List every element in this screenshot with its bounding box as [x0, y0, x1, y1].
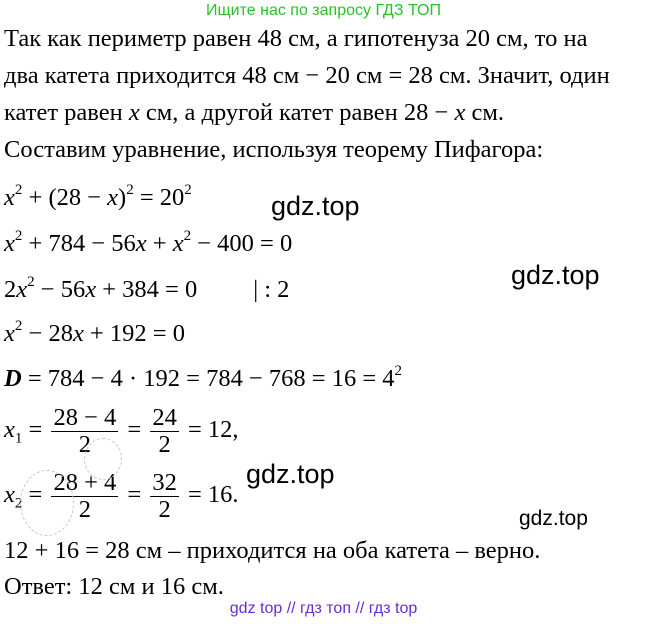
text-line-3-part-b: см, а другой катет равен 28 − — [139, 99, 455, 126]
eq-text: = 784 − 4 · 192 = 784 − 768 = 16 = 4 — [21, 365, 395, 392]
eq-text: 2 — [4, 276, 17, 303]
ghost-circle — [20, 470, 74, 536]
var-x: x — [4, 415, 15, 443]
exponent: 2 — [27, 273, 35, 290]
denominator: 2 — [158, 430, 171, 458]
bottom-banner[interactable]: gdz top // гдз топ // гдз top — [229, 600, 418, 617]
eq-sign: = — [121, 480, 148, 508]
watermark: gdz.top — [519, 507, 588, 530]
numerator: 32 — [152, 469, 177, 496]
eq-sign: = — [22, 480, 49, 508]
eq-text: ) — [118, 184, 127, 211]
exponent: 2 — [14, 181, 23, 198]
eq-tail: = 16. — [181, 480, 239, 508]
answer-check-line: 12 + 16 = 28 см – приходится на оба катета – верно. — [4, 537, 541, 564]
watermark: gdz.top — [271, 191, 360, 221]
eq-tail: = 12, — [181, 415, 239, 443]
eq-text: = 20 — [133, 184, 185, 211]
equation-2 — [4, 227, 293, 257]
numerator: 28 − 4 — [53, 404, 117, 431]
var-x: x — [72, 320, 84, 347]
eq-text: + 384 = 0 — [96, 276, 198, 303]
fraction — [150, 405, 179, 457]
var-x: x — [4, 480, 15, 508]
eq-text: + 192 = 0 — [83, 320, 185, 347]
exponent: 2 — [14, 317, 23, 334]
ghost-circle — [84, 438, 122, 480]
root-x1-line — [4, 405, 239, 457]
eq-text: + 784 − 56 — [22, 230, 136, 257]
eq-text: − 28 — [22, 320, 73, 347]
eq-text: − 56 — [34, 276, 86, 303]
top-banner[interactable]: Ищите нас по запросу ГДЗ ТОП — [206, 2, 441, 19]
subscript: 2 — [14, 495, 23, 512]
exponent: 2 — [184, 181, 192, 198]
equation-1 — [4, 181, 192, 211]
numerator: 24 — [152, 404, 177, 431]
denominator: 2 — [158, 495, 171, 523]
watermark: gdz.top — [246, 459, 335, 489]
text-line-3-part-a: катет равен — [4, 99, 129, 126]
eq-text: + — [146, 230, 173, 257]
numerator: 28 + 4 — [53, 469, 117, 496]
eq-text: + (28 − — [22, 184, 108, 211]
subscript: 1 — [14, 430, 23, 447]
text-line-1: Так как периметр равен 48 см, а гипотенуза 20 см, то на — [4, 25, 588, 52]
text-line-3 — [4, 101, 504, 126]
var-x: x — [4, 184, 15, 211]
exponent: 2 — [394, 362, 403, 379]
eq-sign: = — [121, 415, 148, 443]
fraction — [150, 470, 179, 522]
var-x: x — [135, 230, 147, 257]
denominator: 2 — [78, 495, 91, 523]
equation-3 — [4, 273, 290, 303]
exponent: 2 — [14, 227, 23, 244]
var-x: x — [128, 99, 140, 126]
exponent: 2 — [126, 181, 134, 198]
divide-note: | : 2 — [253, 276, 290, 303]
var-x: x — [85, 276, 97, 303]
exponent: 2 — [183, 227, 192, 244]
equation-4 — [4, 317, 185, 347]
var-x: x — [4, 230, 15, 257]
eq-text: − 400 = 0 — [191, 230, 293, 257]
text-line-2: два катета приходится 48 см − 20 см = 28 см. Значит, один — [4, 62, 610, 89]
var-x: x — [107, 184, 119, 211]
discriminant-line — [4, 362, 403, 392]
var-x: x — [16, 276, 28, 303]
var-x: x — [172, 230, 184, 257]
watermark: gdz.top — [511, 260, 600, 290]
var-x: x — [454, 99, 466, 126]
eq-sign: = — [22, 415, 49, 443]
answer-line: Ответ: 12 см и 16 см. — [4, 573, 224, 600]
text-line-3-part-c: см. — [465, 99, 504, 126]
var-x: x — [4, 320, 15, 347]
var-D: D — [4, 365, 22, 392]
text-line-4: Составим уравнение, используя теорему Пифагора: — [4, 136, 544, 163]
denominator: 2 — [78, 430, 91, 458]
